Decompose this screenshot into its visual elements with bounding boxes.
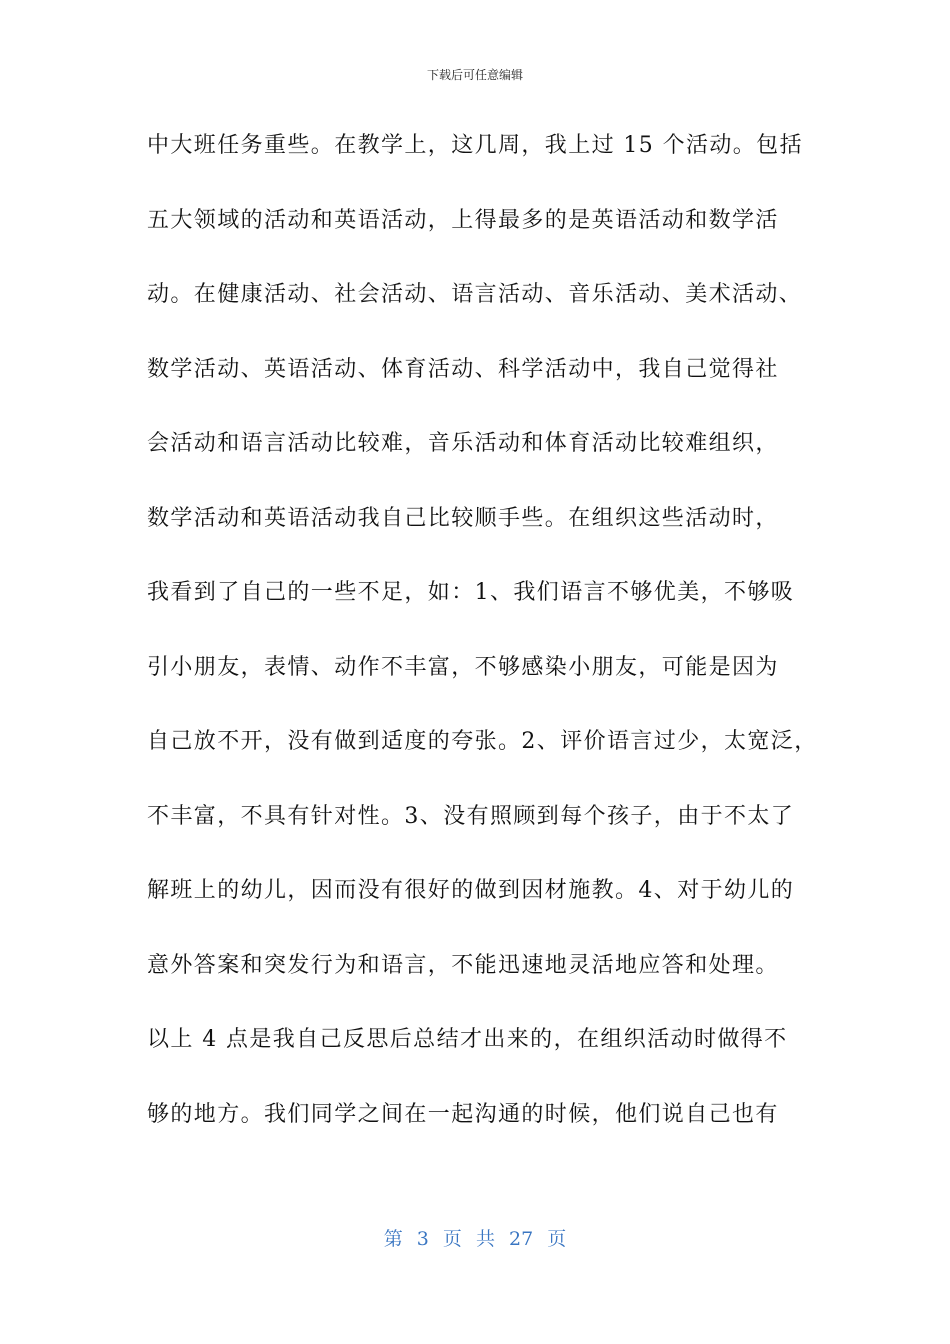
paragraph-line: 以上 4 点是我自己反思后总结才出来的，在组织活动时做得不 [147, 1027, 788, 1052]
header-note: 下载后可任意编辑 [426, 68, 523, 82]
paragraph-line: 五大领域的活动和英语活动，上得最多的是英语活动和数学活 [147, 207, 779, 233]
paragraph-line: 我看到了自己的一些不足，如：1、我们语言不够优美，不够吸 [147, 580, 795, 605]
paragraph-line: 引小朋友，表情、动作不丰富，不够感染小朋友，可能是因为 [147, 654, 779, 680]
paragraph-line: 数学活动、英语活动、体育活动、科学活动中，我自己觉得社 [147, 356, 779, 382]
body-text [147, 124, 847, 1167]
paragraph-line: 自己放不开，没有做到适度的夸张。2、评价语言过少，太宽泛， [147, 729, 818, 754]
paragraph-line: 够的地方。我们同学之间在一起沟通的时候，他们说自己也有 [147, 1101, 779, 1127]
page-number-footer: 第 3 页 共 27 页 [383, 1228, 567, 1250]
paragraph-line: 数学活动和英语活动我自己比较顺手些。在组织这些活动时， [147, 505, 779, 531]
paragraph-line: 会活动和语言活动比较难，音乐活动和体育活动比较难组织， [147, 431, 779, 456]
paragraph-line: 解班上的幼儿，因而没有很好的做到因材施教。4、对于幼儿的 [147, 878, 795, 903]
paragraph-line: 不丰富，不具有针对性。3、没有照顾到每个孩子，由于不太了 [147, 803, 795, 829]
paragraph-line: 中大班任务重些。在教学上，这几周，我上过 15 个活动。包括 [147, 133, 803, 158]
paragraph-line: 意外答案和突发行为和语言，不能迅速地灵活地应答和处理。 [147, 952, 779, 978]
paragraph-line: 动。在健康活动、社会活动、语言活动、音乐活动、美术活动、 [147, 282, 803, 307]
